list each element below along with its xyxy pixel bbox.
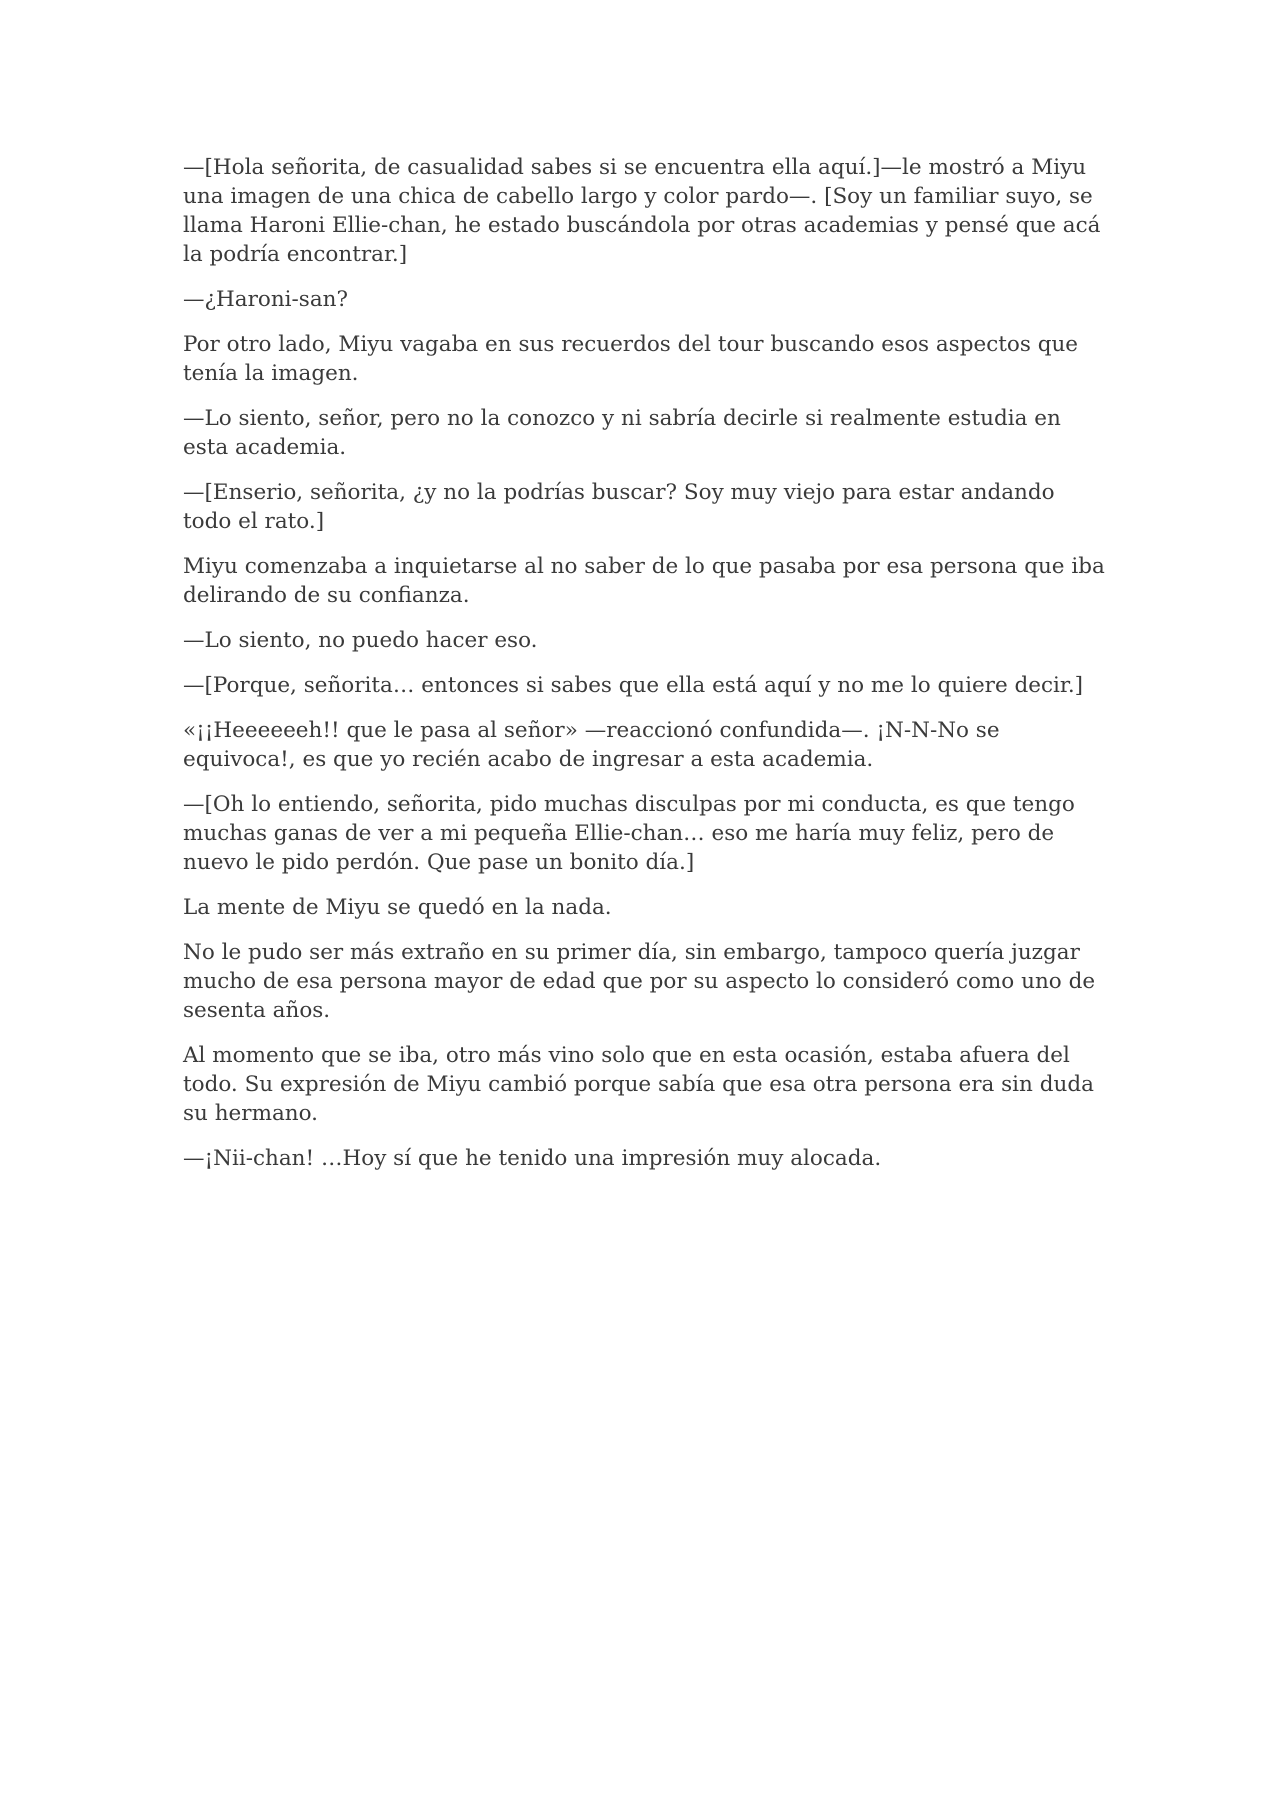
paragraph: —Lo siento, no puedo hacer eso.: [183, 628, 538, 653]
paragraph: La mente de Miyu se quedó en la nada.: [183, 895, 612, 920]
paragraph: —[Hola señorita, de casualidad sabes si se encuentra ella aquí.]—le mostró a Miyu una imagen de una chica de cabello largo y color pardo—. [Soy un familiar suyo, se llama Haroni Ellie-chan, he estado buscándola por otras academias y pensé que acá la podría encontrar.]: [183, 155, 1101, 267]
paragraph: —[Enserio, señorita, ¿y no la podrías buscar? Soy muy viejo para estar andando todo el rato.]: [183, 480, 1055, 534]
paragraph: —¿Haroni-san?: [183, 287, 349, 312]
paragraph: «¡¡Heeeeeeh!! que le pasa al señor» —reaccionó confundida—. ¡N-N-No se equivoca!, es que yo recién acabo de ingresar a esta academia.: [183, 718, 1000, 772]
paragraph: —Lo siento, señor, pero no la conozco y ni sabría decirle si realmente estudia en esta academia.: [183, 406, 1061, 460]
paragraph: Por otro lado, Miyu vagaba en sus recuerdos del tour buscando esos aspectos que tenía la imagen.: [183, 332, 1079, 386]
paragraph: —¡Nii-chan! …Hoy sí que he tenido una impresión muy alocada.: [183, 1146, 882, 1171]
paragraph: No le pudo ser más extraño en su primer día, sin embargo, tampoco quería juzgar mucho de esa persona mayor de edad que por su aspecto lo consideró como uno de sesenta años.: [183, 940, 1096, 1023]
paragraph: —[Oh lo entiendo, señorita, pido muchas disculpas por mi conducta, es que tengo muchas ganas de ver a mi pequeña Ellie-chan… eso me haría muy feliz, pero de nuevo le pido perdón. Que pase un bonito día.]: [183, 792, 1075, 875]
paragraph: Al momento que se iba, otro más vino solo que en esta ocasión, estaba afuera del todo. Su expresión de Miyu cambió porque sabía que esa otra persona era sin duda su hermano.: [183, 1043, 1094, 1126]
paragraph: —[Porque, señorita… entonces si sabes que ella está aquí y no me lo quiere decir.]: [183, 673, 1084, 698]
paragraph: Miyu comenzaba a inquietarse al no saber de lo que pasaba por esa persona que iba delirando de su confianza.: [183, 554, 1105, 608]
document-body: [183, 153, 1108, 1189]
